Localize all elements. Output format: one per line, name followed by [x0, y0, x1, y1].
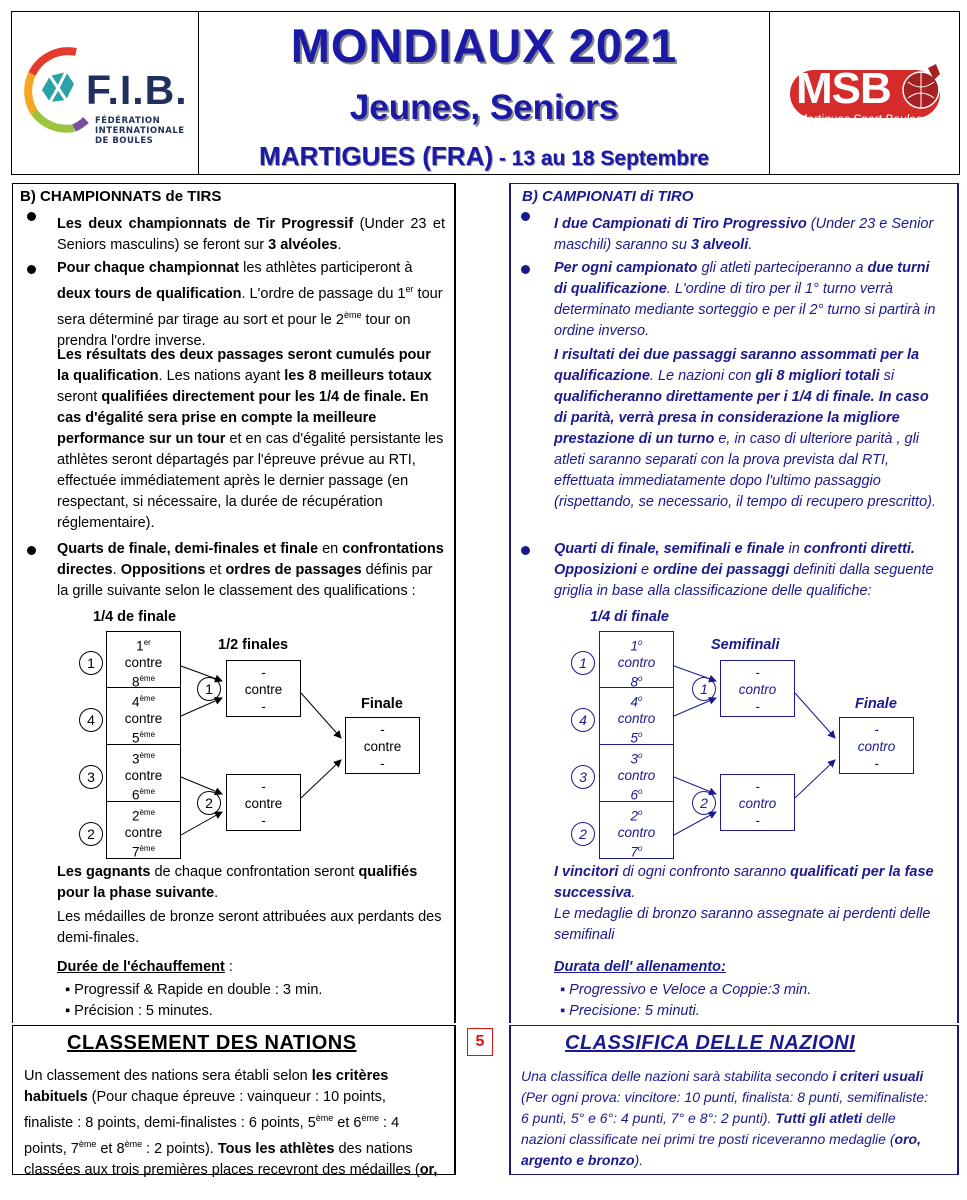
- it-match-cell: 2$^o$ contro 7$^o$: [599, 802, 674, 859]
- fr-match-number: 4: [79, 708, 103, 732]
- fr-quarterfinal-label: 1/4 de finale: [93, 609, 177, 625]
- event-location-dates: MARTIGUES (FRA) - 13 au 18 Septembre: [259, 141, 709, 171]
- fr-warmup-item: ▪ Progressif & Rapide en double : 3 min.: [65, 982, 323, 998]
- it-warmup-item: ▪ Precisione: 5 minuti.: [560, 1003, 700, 1019]
- it-semifinal-box: - contro -: [720, 660, 795, 717]
- fr-warmup-item: ▪ Précision : 5 minutes.: [65, 1003, 213, 1019]
- it-match-number: 3: [571, 765, 595, 789]
- fr-semifinal-box: - contre -: [226, 774, 301, 831]
- fr-match-cell: 2ème contre 7ème: [106, 802, 181, 859]
- fr-semifinal-label: 1/2 finales: [218, 637, 289, 653]
- fr-paragraph-3: Les résultats des deux passages seront cumulés pour la qualification. Les nations ayant les 8 meilleurs totaux seront qualifiées directement pour les 1/4 de finale. En cas d'égalité sera prise en compte la meilleure performance sur un tour et en cas d'égalité persistante les athlètes seront départagés par l'épreuve prévue au RTI, effectuée immédiatement après le dernier passage (en respectant, si nécessaire, la durée de récupération réglementaire).: [57, 347, 444, 531]
- it-semifinal-number: 1: [692, 677, 716, 701]
- it-match-number: 2: [571, 822, 595, 846]
- it-section-title: B) CAMPIONATI di TIRO: [522, 188, 694, 205]
- it-match-number: 1: [571, 651, 595, 675]
- fr-paragraph-2: Pour chaque championnat les athlètes participeront à deux tours de qualification. L'ordre de passage du 1er tour sera déterminé par tirage au sort et pour le 2ème tour on prendra l'ordre inverse.: [57, 260, 443, 349]
- it-semifinal-label: Semifinali: [711, 637, 780, 653]
- fr-paragraph-6: Les médailles de bronze seront attribuées aux perdants des demi-finales.: [57, 909, 442, 946]
- fib-logo-subtitle: FÉDÉRATION INTERNATIONALE DE BOULES: [95, 116, 185, 146]
- fr-final-label: Finale: [361, 696, 403, 712]
- fr-match-number: 3: [79, 765, 103, 789]
- page-number: 5: [467, 1028, 493, 1056]
- fr-final-box: - contre -: [345, 717, 420, 774]
- it-footer-title: CLASSIFICA DELLE NAZIONI: [565, 1032, 856, 1054]
- page-subtitle: Jeunes, Seniors: [349, 88, 619, 127]
- it-paragraph-1: I due Campionati di Tiro Progressivo (Under 23 e Senior maschili) saranno su 3 alveoli.: [554, 216, 934, 253]
- it-quarterfinal-label: 1/4 di finale: [590, 609, 669, 625]
- fr-semifinal-number: 1: [197, 677, 221, 701]
- it-paragraph-2: Per ogni campionato gli atleti parteciperanno a due turni di qualificazione. L'ordine di tiro per il 1° turno verrà determinato mediante sorteggio e per il 2° turno si partirà in ordine inverso.: [554, 260, 936, 339]
- it-warmup-title: Durata dell' allenamento:: [554, 959, 726, 975]
- fr-match-cell: 4ème contre 5ème: [106, 688, 181, 745]
- fr-match-number: 1: [79, 651, 103, 675]
- fr-paragraph-5: Les gagnants de chaque confrontation seront qualifiés pour la phase suivante.: [57, 864, 418, 901]
- fr-semifinal-box: - contre -: [226, 660, 301, 717]
- fr-paragraph-1: Les deux championnats de Tir Progressif (Under 23 et Seniors masculins) se feront sur 3 alvéoles.: [57, 216, 445, 253]
- fr-match-cell: 3ème contre 6ème: [106, 745, 181, 802]
- it-match-cell: 4$^o$ contro 5$^o$: [599, 688, 674, 745]
- fr-bracket-arrows: [0, 0, 460, 860]
- it-paragraph-6: Le medaglie di bronzo saranno assegnate ai perdenti delle semifinali: [554, 906, 931, 943]
- it-final-box: - contro -: [839, 717, 914, 774]
- fr-section-title: B) CHAMPIONNATS de TIRS: [20, 188, 222, 205]
- it-footer-text: Una classifica delle nazioni sarà stabilita secondo i criteri usuali (Per ogni prova: vincitore: 10 punti, finalista: 8 punti, semifinaliste: 6 punti, 5° e 6°: 4 punti, 7° e 8°: 2 punti). Tutti gli atleti delle nazioni classificate nei primi tre posti riceveranno medaglie (oro, argento e bronzo).: [521, 1068, 928, 1168]
- fr-paragraph-4: Quarts de finale, demi-finales et finale en confrontations directes. Oppositions et ordres de passages définis par la grille suivante selon le classement des qualifications :: [57, 541, 444, 599]
- it-warmup-item: ▪ Progressivo e Veloce a Coppie:3 min.: [560, 982, 812, 998]
- fr-footer-title: CLASSEMENT DES NATIONS: [67, 1032, 357, 1054]
- it-match-number: 4: [571, 708, 595, 732]
- fr-match-number: 2: [79, 822, 103, 846]
- it-paragraph-3: I risultati dei due passaggi saranno assommati per la qualificazione. Le nazioni con gli 8 migliori totali si qualificheranno direttamente per i 1/4 di finale. In caso di parità, verrà presa in considerazione la migliore prestazione di un turno e, in caso di ulteriore parità , gli atleti saranno separati con la prova prevista dal RTI, effettuata immediatamente dopo l'ultimo passaggio (rispettando, se necessario, il tempo di recupero prescritto).: [554, 347, 937, 510]
- msb-logo-subtitle: Martigues Sport Boules: [797, 112, 922, 126]
- fr-match-cell: 1er contre 8ème: [106, 631, 181, 688]
- fib-logo-letters: F.I.B.: [86, 67, 188, 113]
- it-bracket-arrows: [480, 0, 960, 860]
- it-paragraph-4: Quarti di finale, semifinali e finale in confronti diretti. Opposizioni e ordine dei passaggi definiti dalla seguente griglia in base alla classificazione delle qualifiche:: [554, 541, 934, 599]
- it-semifinal-box: - contro -: [720, 774, 795, 831]
- it-semifinal-number: 2: [692, 791, 716, 815]
- page-title: MONDIAUX 2021: [290, 19, 678, 72]
- fr-footer-text: Un classement des nations sera établi selon les critères habituels (Pour chaque épreuve : vainqueur : 10 points, finaliste : 8 points, demi-finalistes : 6 points, 5ème et 6ème : 4 points, 7ème et 8ème : 2 points). Tous les athlètes des nations classées aux trois premières places recevront des médailles (or,: [24, 1068, 438, 1178]
- fr-semifinal-number: 2: [197, 791, 221, 815]
- it-paragraph-5: I vincitori di ogni confronto saranno qualificati per la fase successiva.: [554, 864, 934, 901]
- it-final-label: Finale: [855, 696, 897, 712]
- fr-warmup-title: Durée de l'échauffement :: [57, 959, 233, 975]
- msb-logo-letters: MSB: [796, 64, 891, 113]
- it-match-cell: 3$^o$ contro 6$^o$: [599, 745, 674, 802]
- it-match-cell: 1$^o$ contro 8$^o$: [599, 631, 674, 688]
